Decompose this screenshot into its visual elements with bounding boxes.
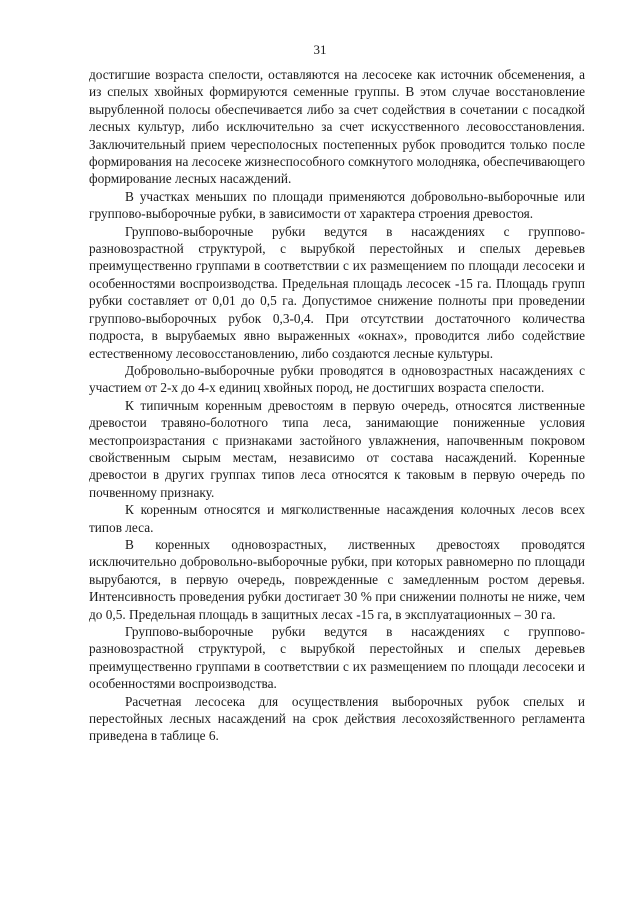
paragraph-6: К коренным относятся и мягколиственные насаждения колочных лесов всех типов леса. (89, 502, 585, 535)
paragraph-3: Группово-выборочные рубки ведутся в насаждениях с группово-разновозрастной структурой, с вырубкой перестойных и спелых деревьев преимущественно группами в соответствии с их размещением по площади лесосеки и особенностями воспроизводства. Предельная площадь лесосек -15 га. Площадь групп рубки составляет от 0,01 до 0,5 га. Допустимое снижение полноты при проведении группово-выборочных рубок 0,3-0,4. При отсутствии достаточного количества подроста, в вырубаемых явно выраженных «окнах», проводится либо содействие естественному лесовосстановлению, либо создаются лесные культуры. (89, 223, 585, 361)
paragraph-1-continued: достигшие возраста спелости, оставляются на лесосеке как источник обсеменения, а из спелых хвойных формируются семенные группы. В этом случае восстановление вырубленной полосы обеспечивается либо за счет содействия в сочетании с посадкой лесных культур, либо исключительно за счет искусственного лесовосстановления. Заключительный прием чересполосных постепенных рубок проводится только после формирования на лесосеке жизнеспособного сомкнутого молодняка, обеспечивающего формирование лесных насаждений. (89, 67, 585, 187)
paragraph-9: Расчетная лесосека для осуществления выборочных рубок спелых и перестойных лесных насаждений на срок действия лесохозяйственного регламента приведена в таблице 6. (89, 693, 585, 744)
paragraph-5: К типичным коренным древостоям в первую очередь, относятся лиственные древостои травяно-болотного типа леса, занимающие пониженные условия местопроизрастания с признаками застойного увлажнения, напочвенным покровом свойственным сырым местам, независимо от состава насаждений. Коренные древостои в других группах типов леса относятся к таковым в первую очередь по почвенному признаку. (89, 397, 585, 500)
paragraph-8: Группово-выборочные рубки ведутся в насаждениях с группово-разновозрастной структурой, с вырубкой перестойных и спелых деревьев преимущественно группами в соответствии с их размещением по площади лесосеки и особенностями воспроизводства. (89, 624, 585, 692)
paragraph-7: В коренных одновозрастных, лиственных древостоях проводятся исключительно добровольно-выборочные рубки, при которых равномерно по площади вырубаются, в первую очередь, поврежденные с замедленным ростом деревья. Интенсивность проведения рубки достигает 30 % при снижении полноты не ниже, чем до 0,5. Предельная площадь в защитных лесах -15 га, в эксплуатационных – 30 га. (89, 536, 585, 622)
page-number: 31 (313, 42, 327, 57)
paragraph-2: В участках меньших по площади применяются добровольно-выборочные или группово-выборочные рубки, в зависимости от характера строения древостоя. (89, 188, 585, 222)
body-text (89, 66, 585, 745)
paragraph-4: Добровольно-выборочные рубки проводятся в одновозрастных насаждениях с участием от 2-х до 4-х единиц хвойных пород, не достигших возраста спелости. (89, 362, 585, 396)
